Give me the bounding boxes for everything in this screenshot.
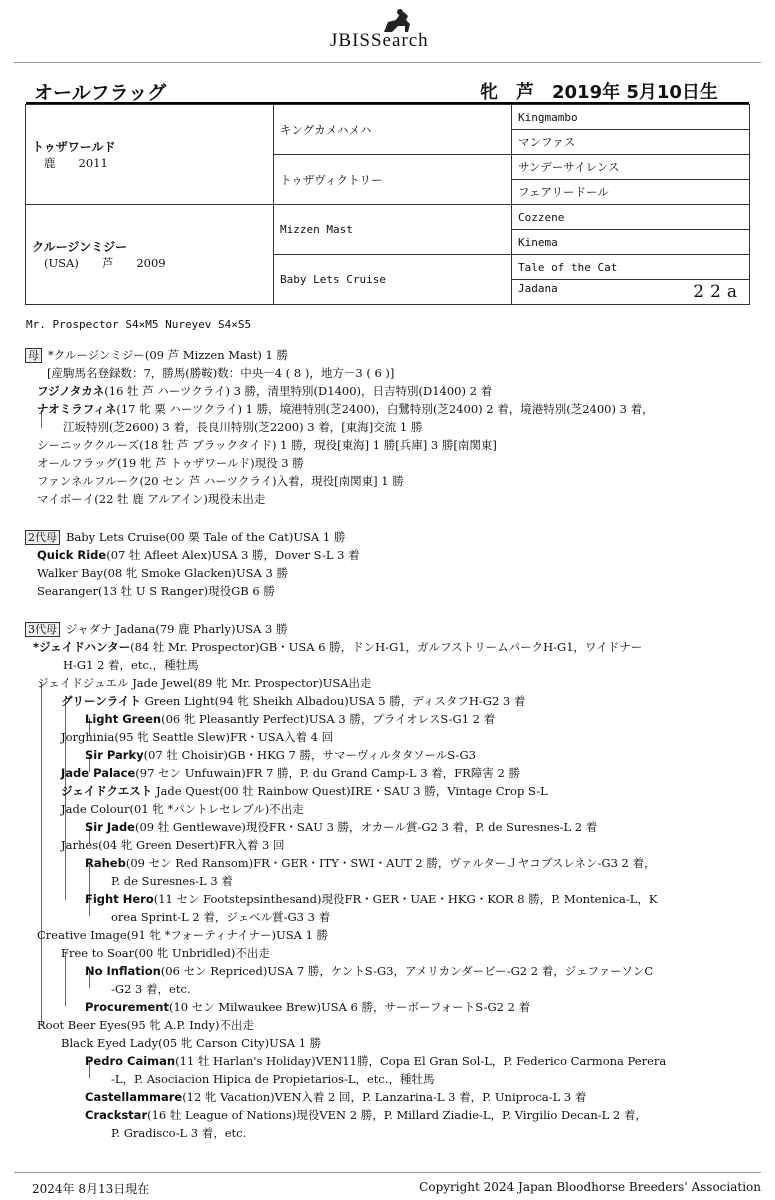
family-line (37, 472, 404, 490)
family-line (111, 1070, 435, 1088)
line-text: (12 牝 Vacation)VEN入着 2 回，P. Lanzarina-L 3 着，P. Uniproca-L 3 着 (182, 1090, 587, 1104)
line-text: Jade Quest(00 牡 Rainbow Quest)IRE・SAU 3 勝，Vintage Crop S-L (152, 784, 548, 798)
line-text: (07 牡 Choisir)GB・HKG 7 勝，サマーヴィルタタソールS-G3 (143, 748, 476, 762)
line-text: -G2 3 着，etc. (111, 982, 191, 996)
generation-tag: 3代母 (25, 622, 60, 637)
family-line (61, 692, 525, 710)
dam-sire-sire[interactable]: Cozzene (512, 205, 750, 230)
sire-name[interactable]: トゥザワールド (32, 140, 116, 154)
pedigree-table (25, 104, 750, 305)
family-line (63, 656, 199, 674)
horse-link[interactable]: ジェイドクエスト (61, 784, 153, 798)
line-text: (10 セン Milwaukee Brew)USA 6 勝，サーボーフォートS-G2 2 着 (168, 1000, 531, 1014)
family-line (61, 764, 520, 782)
sire-dam[interactable]: トゥザヴィクトリー (274, 155, 512, 205)
sire-sire-sire[interactable]: Kingmambo (512, 105, 750, 130)
line-text: Root Beer Eyes(95 牝 A.P. Indy)不出走 (37, 1018, 255, 1032)
horse-link[interactable]: グリーンライト (61, 694, 141, 708)
family-line (37, 546, 360, 564)
line-text: orea Sprint-L 2 着，ジェベル賞-G3 3 着 (111, 910, 331, 924)
line-text: Black Eyed Lady(05 牝 Carson City)USA 1 勝 (61, 1036, 322, 1050)
line-text: Walker Bay(08 牝 Smoke Glacken)USA 3 勝 (37, 566, 288, 580)
line-text: オールフラッグ(19 牝 芦 トゥザワールド)現役 3 勝 (37, 456, 304, 470)
line-text: (06 セン Repriced)USA 7 勝，ケントS-G3，アメリカンダービー-G2 2 着，ジェファーソンC (160, 964, 654, 978)
family-line (61, 1034, 321, 1052)
line-text: Creative Image(91 牝 *フォーティナイナー)USA 1 勝 (37, 928, 329, 942)
sire-sire[interactable]: キングカメハメハ (274, 105, 512, 155)
family-line (85, 710, 495, 728)
line-text: Jarhes(04 牝 Green Desert)FR入着 3 回 (61, 838, 285, 852)
footer-rule (14, 1172, 761, 1173)
dam-name[interactable]: クルージンミジー (32, 240, 128, 254)
horse-name: オールフラッグ (34, 82, 167, 104)
horse-sex: 牝 (480, 82, 498, 103)
line-text: ジェイドジュエル Jade Jewel(89 牝 Mr. Prospector)USA出走 (37, 676, 372, 690)
line-text: (06 牝 Pleasantly Perfect)USA 3 勝，プライオレスS-G1 2 着 (161, 712, 496, 726)
line-text: Jade Colour(01 牝 *パントレセレブル)不出走 (61, 802, 304, 816)
horse-link[interactable]: No Inflation (85, 964, 161, 978)
horse-link[interactable]: Quick Ride (37, 548, 107, 562)
generation-tag: 母 (25, 348, 42, 363)
line-text: (09 牡 Gentlewave)現役FR・SAU 3 勝，オカール賞-G2 3 着，P. de Suresnes-L 2 着 (134, 820, 598, 834)
footer-date: 2024年 8月13日現在 (32, 1182, 150, 1196)
family-line (85, 1088, 586, 1106)
family-line (61, 836, 284, 854)
generation-tag: 2代母 (25, 530, 60, 545)
family-line (85, 818, 597, 836)
horse-link[interactable]: Castellammare (85, 1090, 183, 1104)
line-text: (11 牡 Harlan's Holiday)VEN11勝，Copa El Gran Sol-L，P. Federico Carmona Perera (175, 1054, 667, 1068)
header-rule (14, 62, 761, 63)
line-text: Searanger(13 牡 U S Ranger)現役GB 6 勝 (37, 584, 275, 598)
family-line (85, 854, 656, 872)
line-text: P. Gradisco-L 3 着，etc. (111, 1126, 247, 1140)
horse-link[interactable]: Fight Hero (85, 892, 154, 906)
family-line (61, 944, 270, 962)
family-line (37, 490, 265, 508)
dam-dam-dam[interactable]: Jadana (518, 282, 558, 295)
family-line (61, 800, 304, 818)
pedigree-sire (26, 105, 274, 205)
family-line (111, 908, 330, 926)
logo-main: JBIS (330, 30, 371, 51)
family-line (111, 980, 191, 998)
family-line (37, 400, 654, 418)
horse-link[interactable]: Crackstar (85, 1108, 148, 1122)
line-text: H-G1 2 着，etc.，種牡馬 (63, 658, 199, 672)
tree-line (41, 682, 42, 1026)
dam-sire[interactable]: Mizzen Mast (274, 205, 512, 255)
family-line (37, 674, 372, 692)
family-line (111, 872, 233, 890)
dam-dam-sire[interactable]: Tale of the Cat (512, 255, 750, 280)
horse-link[interactable]: Pedro Caiman (85, 1054, 176, 1068)
sire-dam-sire[interactable]: サンデーサイレンス (512, 155, 750, 180)
horse-link[interactable]: Raheb (85, 856, 126, 870)
sire-dam-dam[interactable]: フェアリードール (512, 180, 750, 205)
horse-link[interactable]: Jade Palace (61, 766, 136, 780)
horse-link[interactable]: Procurement (85, 1000, 169, 1014)
family-line (61, 782, 548, 800)
line-text: (16 牡 League of Nations)現役VEN 2 勝，P. Millard Ziadie-L，P. Virgilio Decan-L 2 着， (147, 1108, 647, 1122)
line-text: マイボーイ(22 牡 鹿 アルアイン)現役未出走 (37, 492, 266, 506)
family-line (85, 890, 657, 908)
pedigree-dam (26, 205, 274, 305)
family-line (37, 1016, 254, 1034)
family-line (63, 418, 422, 436)
line-text: [産駒馬名登録数：7，勝馬(勝鞍)数：中央－4 ( 8 )，地方－3 ( 6 )] (47, 366, 395, 380)
family-line (85, 998, 530, 1016)
family-line (37, 454, 304, 472)
horse-color: 芦 (516, 82, 534, 103)
line-text: -L，P. Asociacion Hipica de Propietarios-L，etc.，種牡馬 (111, 1072, 435, 1086)
sire-sire-dam[interactable]: マンファス (512, 130, 750, 155)
horse-link[interactable]: Light Green (85, 712, 162, 726)
family-line (33, 638, 642, 656)
family-line (25, 346, 288, 364)
line-text: Green Light(94 牝 Sheikh Albadou)USA 5 勝，ディスタフH-G2 3 着 (140, 694, 526, 708)
horse-meta (480, 78, 736, 104)
line-text: (07 牡 Afleet Alex)USA 3 勝，Dover S-L 3 着 (106, 548, 360, 562)
footer-copyright: Copyright 2024 Japan Bloodhorse Breeders' Association (419, 1180, 761, 1194)
horse-birth: 2019年 5月10日生 (552, 82, 718, 103)
line-text: (84 牡 Mr. Prospector)GB・USA 6 勝，ドンH-G1，ガルフストリームパークH-G1，ワイドナー (130, 640, 643, 654)
family-line (37, 436, 497, 454)
line-text: P. de Suresnes-L 3 着 (111, 874, 233, 888)
family-line (85, 746, 476, 764)
line-text: Jorghinia(95 牝 Seattle Slew)FR・USA入着 4 回 (61, 730, 334, 744)
line-text: (17 牝 栗 ハーツクライ) 1 勝，境港特別(芝2400)，白鷺特別(芝2400) 2 着，境港特別(芝2400) 3 着， (116, 402, 654, 416)
family-line (61, 728, 333, 746)
family-code: 22a (693, 282, 743, 302)
sire-detail: 鹿 2011 (44, 156, 108, 170)
line-text: Free to Soar(00 牝 Unbridled)不出走 (61, 946, 270, 960)
line-text: ジャダナ Jadana(79 鹿 Pharly)USA 3 勝 (66, 622, 288, 636)
family-line (37, 382, 492, 400)
line-text: ファンネルフルーク(20 セン 芦 ハーツクライ)入着，現役[南関東] 1 勝 (37, 474, 404, 488)
dam-dam-dam-cell (512, 280, 750, 305)
dam-dam[interactable]: Baby Lets Cruise (274, 255, 512, 305)
horse-link[interactable]: *ジェイドハンター (33, 640, 131, 654)
inbreeding-note: Mr. Prospector S4×M5 Nureyev S4×S5 (26, 318, 252, 331)
horse-link[interactable]: ナオミラフィネ (37, 402, 117, 416)
logo-sub: Search (370, 30, 429, 51)
family-line (37, 926, 328, 944)
horse-link[interactable]: Sir Parky (85, 748, 144, 762)
line-text: *クルージンミジー(09 芦 Mizzen Mast) 1 勝 (48, 348, 289, 362)
family-line (37, 582, 275, 600)
line-text: (16 牡 芦 ハーツクライ) 3 勝，清里特別(D1400)，日吉特別(D1400) 2 着 (104, 384, 493, 398)
line-text: (09 セン Red Ransom)FR・GER・ITY・SWI・AUT 2 勝，ヴァルターＪヤコブスレネン-G3 2 着， (125, 856, 656, 870)
line-text: 江坂特別(芝2600) 3 着，長良川特別(芝2200) 3 着，[東海]交流 1 勝 (63, 420, 423, 434)
family-line (37, 564, 288, 582)
family-line (85, 1052, 666, 1070)
line-text: Baby Lets Cruise(00 栗 Tale of the Cat)USA 1 勝 (66, 530, 346, 544)
line-text: (97 セン Unfuwain)FR 7 勝，P. du Grand Camp-L 3 着，FR障害 2 勝 (135, 766, 520, 780)
line-text: (11 セン Footstepsinthesand)現役FR・GER・UAE・HKG・KOR 8 勝，P. Montenica-L，K (153, 892, 658, 906)
family-line (85, 962, 653, 980)
dam-detail: (USA) 芦 2009 (44, 256, 166, 270)
family-line (111, 1124, 246, 1142)
jbis-logo[interactable] (330, 8, 460, 54)
family-line (25, 620, 287, 638)
family-line (25, 528, 345, 546)
dam-sire-dam[interactable]: Kinema (512, 230, 750, 255)
horse-link[interactable]: フジノタカネ (37, 384, 105, 398)
horse-link[interactable]: Sir Jade (85, 820, 135, 834)
family-line (85, 1106, 647, 1124)
line-text: シーニッククルーズ(18 牡 芦 ブラックタイド) 1 勝，現役[東海] 1 勝[兵庫] 3 勝[南関東] (37, 438, 497, 452)
family-line (47, 364, 394, 382)
